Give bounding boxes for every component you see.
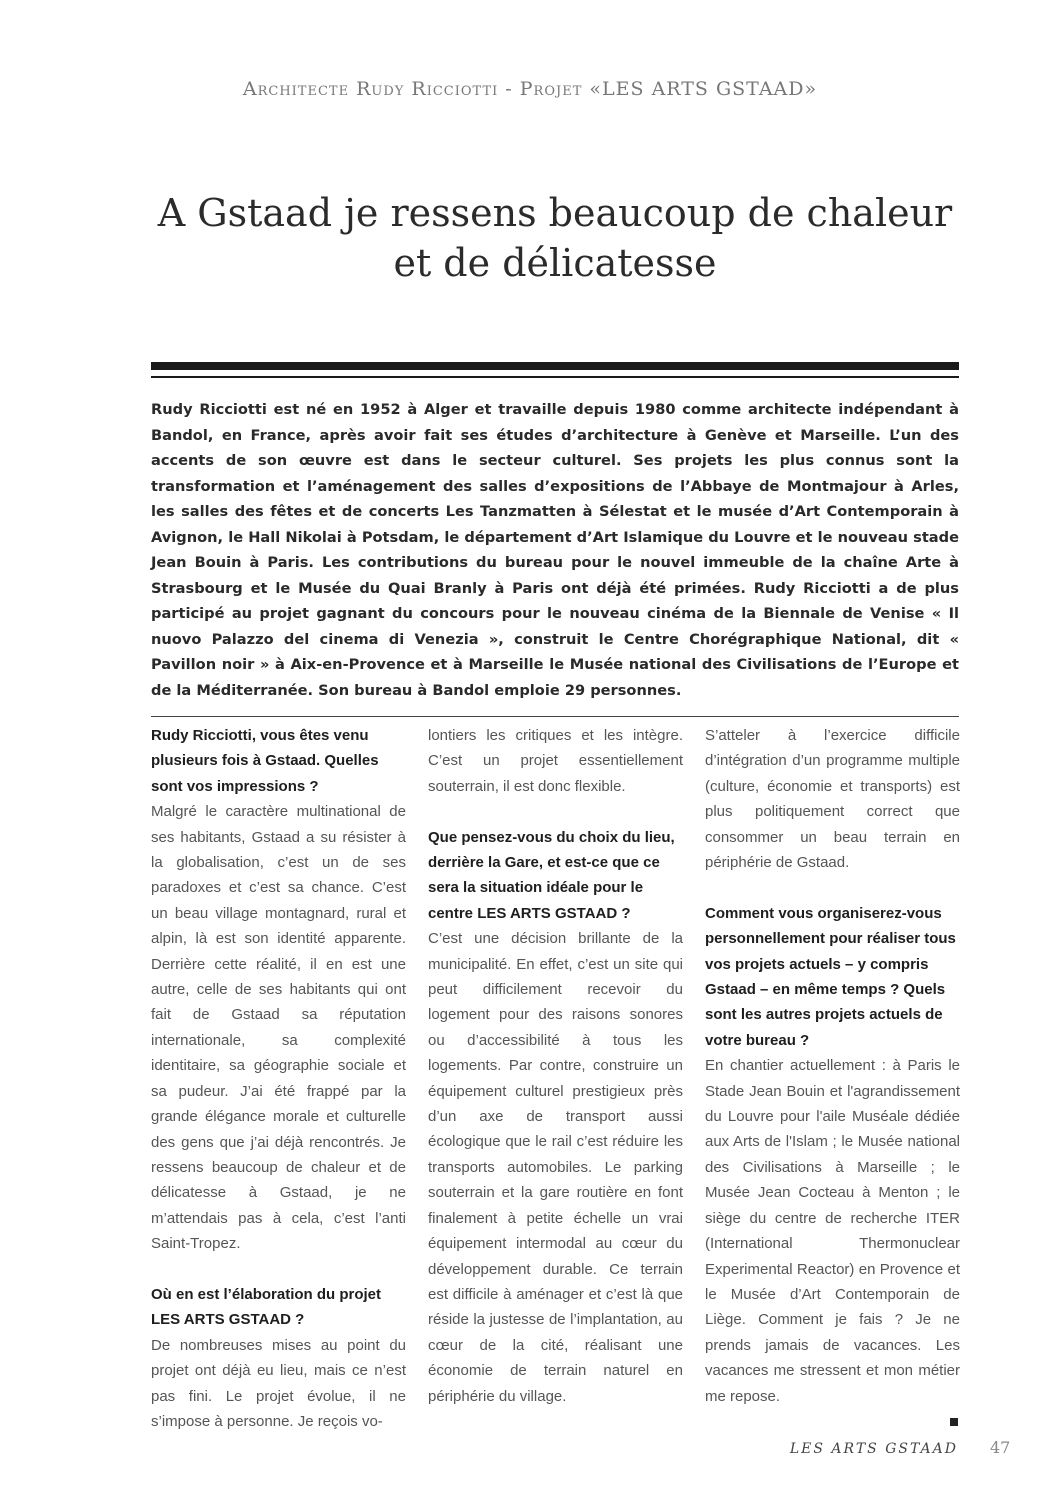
question-1: Rudy Ricciotti, vous êtes venu plusieurs fois à Gstaad. Quelles sont vos impressions ? (151, 727, 379, 795)
section-kicker: Architecte Rudy Ricciotti - Projet «LES ARTS GSTAAD» (242, 78, 818, 100)
column-2 (428, 723, 683, 1409)
title-line-1: A Gstaad je ressens beaucoup de chaleur (157, 191, 953, 235)
answer-1: Malgré le caractère multinational de ses habitants, Gstaad a su résister à la globalisation, c’est un de ses paradoxes et c’est sa chance. C’est un beau village montagnard, rural et alpin, là est son identité apparente. Derrière cette réalité, il en est une autre, celle de ses habitants qui ont fait de Gstaad sa réputation internationale, sa complexité identitaire, sa géographie sociale et sa pudeur. J’ai été frappé par la grande élégance morale et culturelle des gens que j’ai déjà rencontrés. Je ressens beaucoup de chaleur et de délicatesse à Gstaad, je ne m’attendais pas à cela, c’est l’anti Saint-Tropez. (151, 803, 406, 1253)
column-3 (705, 723, 960, 1426)
footer-publication-label: LES ARTS GSTAAD (789, 1441, 958, 1457)
question-4: Comment vous organiserez-vous personnellement pour réaliser tous vos projets actuels – y compris Gstaad – en même temps ? Quels sont les autres projets actuels de votre bureau ? (705, 904, 956, 1049)
article-title (110, 188, 1000, 288)
title-rule-thin (151, 376, 959, 378)
question-3: Que pensez-vous du choix du lieu, derrière la Gare, et est-ce que ce sera la situation idéale pour le centre LES ARTS GSTAAD ? (428, 828, 675, 922)
column-rule (151, 716, 959, 717)
intro-paragraph: Rudy Ricciotti est né en 1952 à Alger et travaille depuis 1980 comme architecte indépendant à Bandol, en France, après avoir fait ses études d’architecture à Genève et Marseille. L’un des accents de son œuvre est dans le secteur culturel. Ses projets les plus connus sont la transformation et l’aménagement des salles d’expositions de l’Abbaye de Montmajour à Arles, les salles des fêtes et de concerts Les Tanzmatten à Sélestat et le musée d’Art Contemporain à Avignon, le Hall Nikolai à Potsdam, le département d’Art Islamique du Louvre et le nouveau stade Jean Bouin à Paris. Les contributions du bureau pour le nouvel immeuble de la chaîne Arte à Strasbourg et le Musée du Quai Branly à Paris ont déjà été primées. Rudy Ricciotti a de plus participé au projet gagnant du concours pour le nouveau cinéma de la Biennale de Venise « Il nuovo Palazzo del cinema di Venezia », construit le Centre Chorégraphique National, dit « Pavillon noir » à Aix-en-Provence et à Marseille le Musée national des Civilisations de l’Europe et de la Méditerranée. Son bureau à Bandol emploie 29 personnes. (151, 401, 959, 699)
page-number: 47 (990, 1438, 1011, 1457)
answer-2-part-1: De nombreuses mises au point du projet ont déjà eu lieu, mais ce n’est pas fini. Le projet évolue, il ne s’impose à personne. Je reçois vo- (151, 1336, 406, 1430)
answer-4: En chantier actuellement : à Paris le Stade Jean Bouin et l'agrandissement du Louvre pour l'aile Muséale dédiée aux Arts de l'Islam ; le Musée national des Civilisations à Marseille ; le Musée Jean Cocteau à Menton ; le siège du centre de recherche ITER (International Thermonuclear Experimental Reactor) en Provence et le Musée d’Art Contemporain de Liège. Comment je fais ? Je ne prends jamais de vacances. Les vacances me stressent et mon métier me repose. (705, 1057, 960, 1405)
answer-3-part-2: S’atteler à l’exercice difficile d’intégration d’un programme multiple (culture, économie et transports) est plus politiquement correct que consommer un beau terrain en périphérie de Gstaad. (705, 727, 960, 872)
answer-3-part-1: C’est une décision brillante de la municipalité. En effet, c’est un site qui peut difficilement recevoir du logement pour des raisons sonores ou d’accessibilité à tous les logements. Par contre, construire un équipement culturel prestigieux près d’un axe de transport aussi écologique que le rail c’est réduire les transports automobiles. Le parking souterrain et la gare routière en font finalement à petite échelle un vrai équipement intermodal au cœur du développement durable. Ce terrain est difficile à aménager et c’est là que réside la justesse de l’implantation, au cœur de la cité, réalisant une économie de terrain naturel en périphérie du village. (428, 930, 683, 1405)
title-line-2: et de délicatesse (393, 241, 717, 285)
end-of-article-square-icon (950, 1418, 958, 1426)
answer-2-part-2: lontiers les critiques et les intègre. C’est un projet essentiellement souterrain, il est donc flexible. (428, 727, 683, 795)
title-rule-thick (151, 362, 959, 370)
question-2: Où en est l’élaboration du projet LES ARTS GSTAAD ? (151, 1285, 382, 1329)
column-1 (151, 723, 406, 1434)
